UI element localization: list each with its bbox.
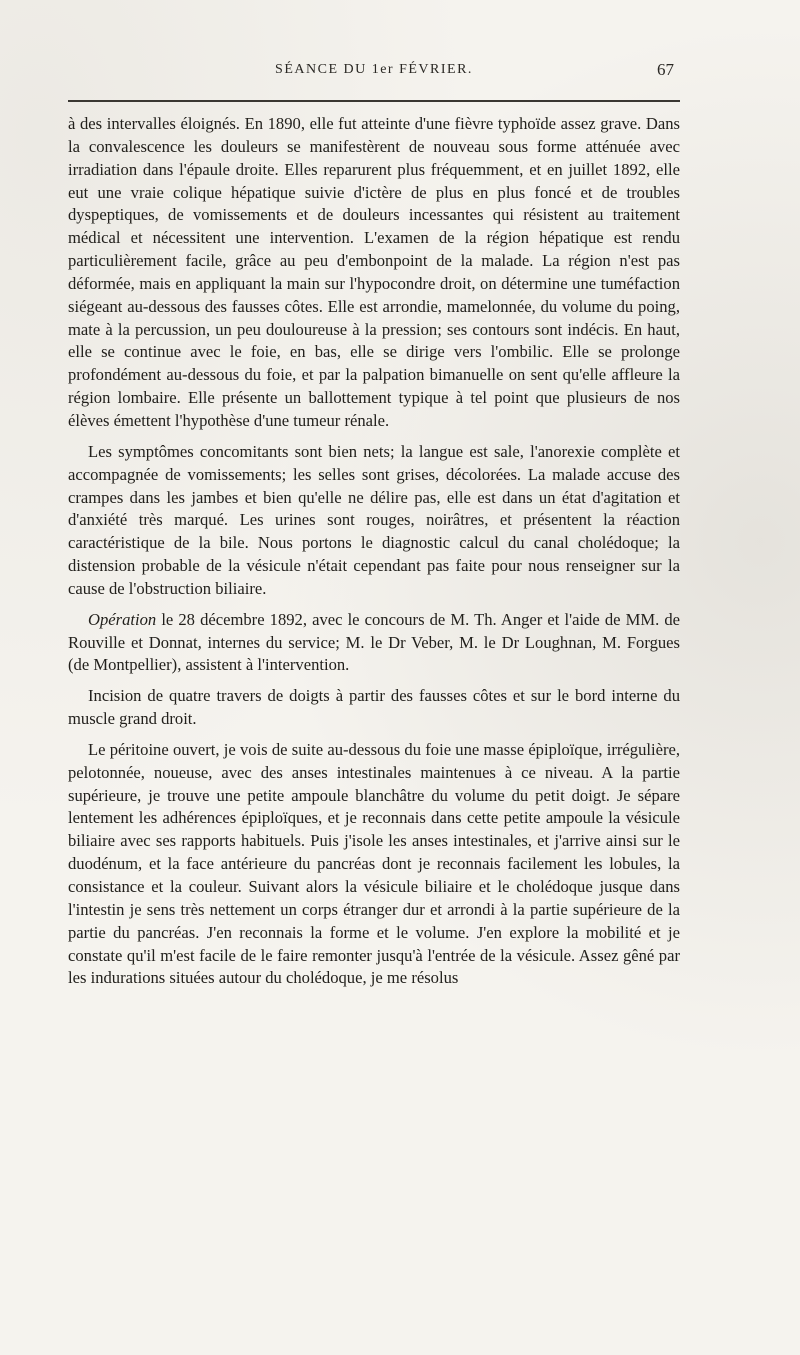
body-text	[68, 113, 680, 990]
operation-lead: Opération	[88, 609, 157, 629]
paragraph-1: à des intervalles éloignés. En 1890, elle fut atteinte d'une fièvre typhoïde assez grave. Dans la convalescence les douleurs se manifestèrent de nouveau sous forme atténuée avec irradiation dans l'épaule droite. Elles reparurent plus fréquemment, et en juillet 1892, elle eut une vraie colique hépatique suivie d'ictère de plus en plus foncé et de troubles dyspeptiques, de vomissements et de douleurs incessantes qui résistent au traitement médical et nécessitent une intervention. L'examen de la région hépatique est rendu particulièrement facile, grâce au peu d'embonpoint de la malade. La région n'est pas déformée, mais en appliquant la main sur l'hypocondre droit, on détermine une tuméfaction siégeant au-dessous des fausses côtes. Elle est arrondie, mamelonnée, du volume du poing, mate à la percussion, un peu douloureuse à la pression; ses contours sont indécis. En haut, elle se continue avec le foie, en bas, elle se dirige vers l'ombilic. Elle se prolonge profondément au-dessous du foie, et par la palpation bimanuelle on sent qu'elle affleure la région lombaire. Elle présente un ballottement typique à tel point que plusieurs de nos élèves émettent l'hypothèse d'une tumeur rénale.	[68, 114, 680, 430]
paragraph-3	[68, 609, 680, 678]
paragraph-5: Le péritoine ouvert, je vois de suite au-dessous du foie une masse épiploïque, irrégulière, pelotonnée, noueuse, avec des anses intestinales maintenues à ce niveau. A la partie supérieure, je trouve une petite ampoule blanchâtre du volume du petit doigt. Je sépare lentement les adhérences épiploïques, et je reconnais dans cette petite ampoule la vésicule biliaire avec ses rapports habituels. Puis j'isole les anses intestinales, et j'arrive ainsi sur le duodénum, et la face antérieure du pancréas dont je reconnais facilement les lobules, la consistance et la couleur. Suivant alors la vésicule biliaire et le cholédoque jusque dans l'intestin je sens très nettement un corps étranger dur et arrondi à la partie supérieure de la partie du pancréas. J'en reconnais la forme et le volume. J'en explore la mobilité et je constate qu'il m'est facile de le faire remonter jusqu'à l'entrée de la vésicule. Assez gêné par les indurations situées autour du cholédoque, je me résolus	[68, 739, 680, 988]
page-number: 67	[657, 60, 674, 79]
paragraph-2: Les symptômes concomitants sont bien nets; la langue est sale, l'anorexie complète et accompagnée de vomissements; les selles sont grises, décolorées. La malade accuse des crampes dans les jambes et bien qu'elle ne délire pas, elle est dans un état d'agitation et d'anxiété très marqué. Les urines sont rouges, noirâtres, et présentent la réaction caractéristique de la bile. Nous portons le diagnostic calcul du canal cholédoque; la distension probable de la vésicule n'était cependant pas faite pour nous renseigner sur la cause de l'obstruction biliaire.	[68, 441, 680, 598]
header-rule	[68, 100, 680, 102]
paragraph-4: Incision de quatre travers de doigts à partir des fausses côtes et sur le bord interne du muscle grand droit.	[68, 686, 680, 729]
operation-text: le 28 décembre 1892, avec le concours de M. Th. Anger et l'aide de MM. de Rouville et Donnat, internes du service; M. le Dr Veber, M. le Dr Loughnan, M. Forgues (de Montpellier), assistent à l'intervention.	[68, 609, 680, 675]
running-head: SÉANCE DU 1er FÉVRIER.	[275, 62, 473, 77]
page-header	[68, 60, 680, 90]
